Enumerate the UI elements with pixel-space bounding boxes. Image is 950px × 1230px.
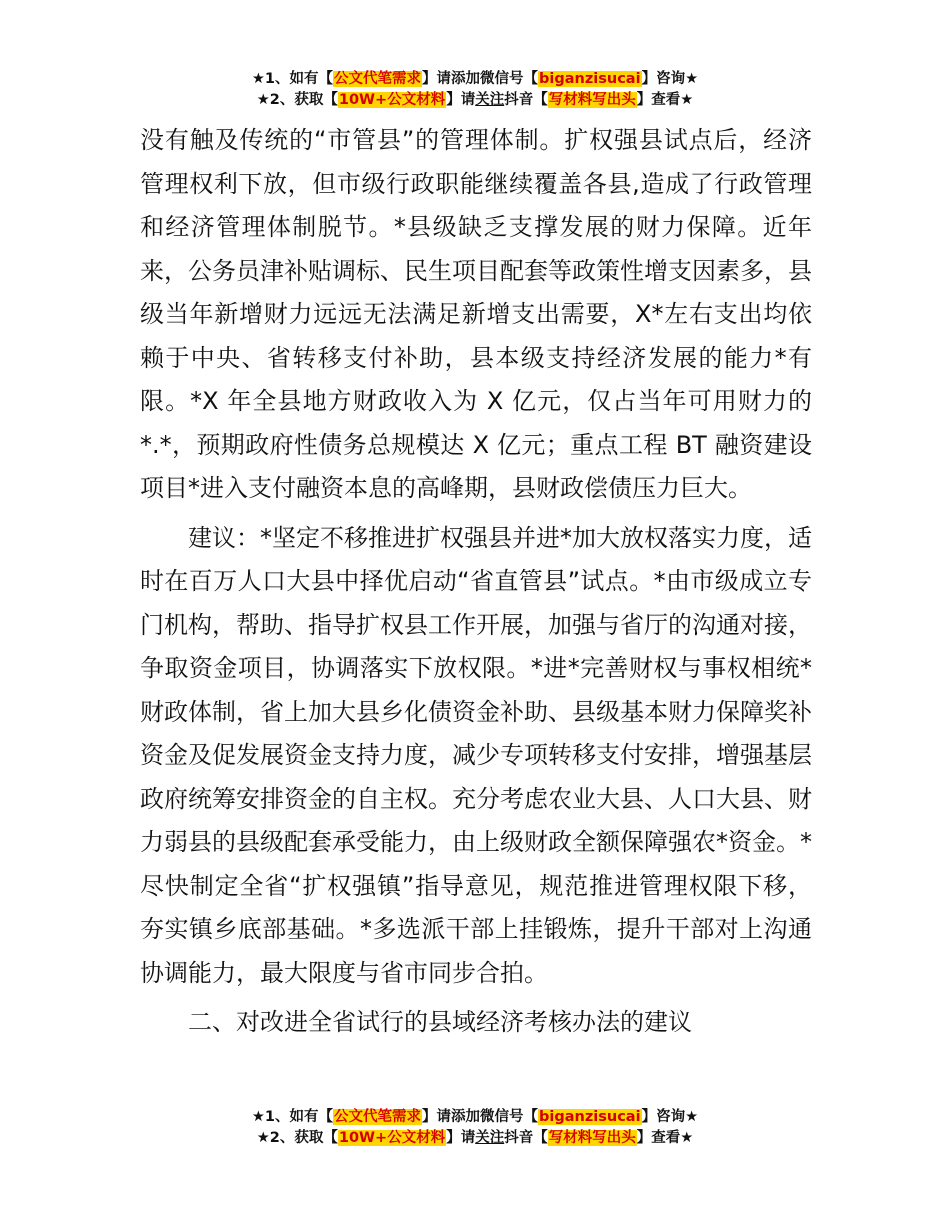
highlight-ghostwriting: 公文代笔需求: [334, 71, 422, 87]
footer-banner: [0, 1107, 950, 1149]
highlight-douyin: 写材料写出头: [548, 1130, 636, 1146]
highlight-wechat-id: biganzisucai: [539, 1109, 641, 1125]
banner-line-2: ★2、获取【10W+公文材料】请关注抖音【写材料写出头】查看★: [256, 1130, 694, 1146]
section-heading: 二、对改进全省试行的县域经济考核办法的建议: [188, 1008, 692, 1036]
banner-line-1: ★1、如有【公文代笔需求】请添加微信号【biganzisucai】咨询★: [251, 71, 699, 87]
highlight-materials: 10W+公文材料: [338, 1130, 446, 1146]
header-banner: [0, 69, 950, 111]
banner-line-2: ★2、获取【10W+公文材料】请关注抖音【写材料写出头】查看★: [256, 92, 694, 108]
underlined-follow: 关注: [475, 92, 505, 108]
paragraph-2: 建议：*坚定不移推进扩权强县并进*加大放权落实力度，适时在百万人口大县中择优启动“省直管县”试点。*由市级成立专门机构，帮助、指导扩权县工作开展，加强与省厅的沟通对接，争取资金项目，协调落实下放权限。*进*完善财权与事权相统*财政体制，省上加大县乡化债资金补助、县级基本财力保障奖补资金及促发展资金支持力度，减少专项转移支付安排，增强基层政府统筹安排资金的自主权。充分考虑农业大县、人口大县、财力弱县的县级配套承受能力，由上级财政全额保障强农*资金。*尽快制定全省“扩权强镇”指导意见，规范推进管理权限下移，夯实镇乡底部基础。*多选派干部上挂锻炼，提升干部对上沟通协调能力，最大限度与省市同步合拍。: [140, 523, 812, 987]
underlined-follow: 关注: [475, 1130, 505, 1146]
highlight-materials: 10W+公文材料: [338, 92, 446, 108]
banner-line-1: ★1、如有【公文代笔需求】请添加微信号【biganzisucai】咨询★: [251, 1109, 699, 1125]
highlight-ghostwriting: 公文代笔需求: [334, 1109, 422, 1125]
paragraph-1: 没有触及传统的“市管县”的管理体制。扩权强县试点后，经济管理权利下放，但市级行政职能继续覆盖各县,造成了行政管理和经济管理体制脱节。*县级缺乏支撑发展的财力保障。近年来，公务员津补贴调标、民生项目配套等政策性增支因素多，县级当年新增财力远远无法满足新增支出需要，X*左右支出均依赖于中央、省转移支付补助，县本级支持经济发展的能力*有限。*X 年全县地方财政收入为 X 亿元，仅占当年可用财力的*.*，预期政府性债务总规模达 X 亿元；重点工程 BT 融资建设项目*进入支付融资本息的高峰期，县财政偿债压力巨大。: [140, 126, 812, 502]
document-body: [140, 119, 812, 1045]
highlight-douyin: 写材料写出头: [548, 92, 636, 108]
highlight-wechat-id: biganzisucai: [539, 71, 641, 87]
